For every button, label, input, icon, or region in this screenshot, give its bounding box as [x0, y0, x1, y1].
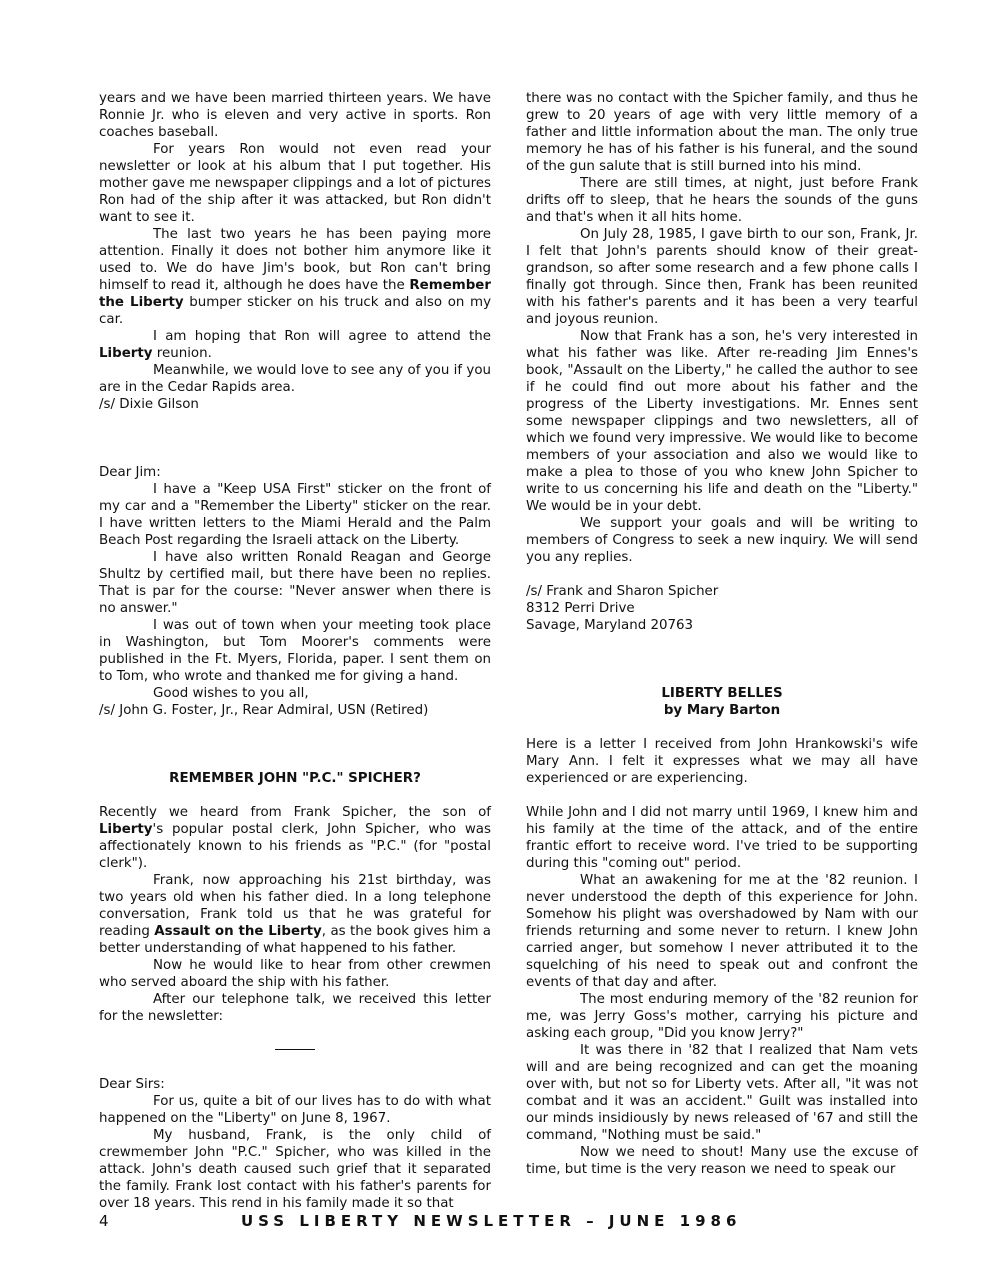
page-number: 4: [99, 1212, 109, 1230]
ship-name: Liberty: [99, 822, 153, 837]
signature: /s/ Frank and Sharon Spicher: [526, 584, 719, 599]
salutation: Dear Jim:: [99, 465, 161, 480]
paragraph: There are still times, at night, just before Frank drifts off to sleep, that he hears the sounds of the guns and that's when it all hits home.: [526, 176, 918, 225]
paragraph: The last two years he has been paying more attention. Finally it does not bother him anymore like it used to. We do have Jim's book, but Ron can't bring himself to read it, although he does have the Remember the Liberty bumper sticker on his truck and also on my car.: [99, 227, 491, 327]
book-title: Assault on the Liberty: [154, 924, 322, 939]
ship-name: Liberty: [99, 346, 153, 361]
address-line: 8312 Perri Drive: [526, 601, 635, 616]
paragraph: years and we have been married thirteen years. We have Ronnie Jr. who is eleven and very active in sports. Ron coaches baseball.: [99, 91, 491, 140]
paragraph: It was there in '82 that I realized that Nam vets will and are being recognized and can get the moaning over with, but not so for Liberty vets. After all, "it was not combat and it was an accident." Guilt was installed into our minds insidiously by news released of '67 and still the command, "Nothing must be said.": [526, 1043, 918, 1143]
newsletter-title: USS LIBERTY NEWSLETTER – JUNE 1986: [241, 1212, 742, 1230]
paragraph: For years Ron would not even read your newsletter or look at his album that I put together. His mother gave me newspaper clippings and a lot of pictures Ron had of the ship after it was attacked, but Ron didn't want to see it.: [99, 142, 491, 225]
signature: /s/ Dixie Gilson: [99, 397, 199, 412]
section-heading: LIBERTY BELLES: [661, 686, 783, 701]
paragraph: I am hoping that Ron will agree to attend the Liberty reunion.: [99, 329, 491, 361]
right-column: [526, 90, 918, 1178]
paragraph: Frank, now approaching his 21st birthday, was two years old when his father died. In a long telephone conversation, Frank told us that he was grateful for reading Assault on the Liberty, as the book gives him a better understanding of what happened to his father.: [99, 873, 492, 956]
paragraph: While John and I did not marry until 1969, I knew him and his family at the time of the attack, and of the entire frantic effort to receive word. I've tried to be supporting during this "coming out" period.: [526, 805, 918, 871]
byline: by Mary Barton: [663, 703, 781, 718]
paragraph: We support your goals and will be writing to members of Congress to seek a new inquiry. We will send you any replies.: [526, 516, 918, 565]
sticker-name: Remember the Liberty: [99, 278, 491, 310]
paragraph: Here is a letter I received from John Hrankowski's wife Mary Ann. I felt it expresses what we may all have experienced or are experiencing.: [526, 737, 918, 786]
paragraph: I have also written Ronald Reagan and George Shultz by certified mail, but there have been no replies. That is par for the course: "Never answer when there is no answer.": [99, 550, 491, 616]
section-heading: REMEMBER JOHN "P.C." SPICHER?: [169, 771, 421, 786]
paragraph: Now he would like to hear from other crewmen who served aboard the ship with his father.: [99, 958, 491, 990]
paragraph: there was no contact with the Spicher family, and thus he grew to 20 years of age with very little memory of a father and little information about the man. The only true memory he has of his father is his funeral, and the sound of the gun salute that is still burned into his mind.: [526, 91, 918, 174]
paragraph: Now that Frank has a son, he's very interested in what his father was like. After re-reading Jim Ennes's book, "Assault on the Liberty," he called the author to see if he could find out more about his father and the progress of the Liberty investigations. Mr. Ennes sent some newspaper clippings and two newsletters, all of which we found very impressive. We would like to become members of your association and also we would like to make a plea to those of you who knew John Spicher to write to us concerning his life and death on the "Liberty." We would be in your debt.: [526, 329, 918, 514]
paragraph: After our telephone talk, we received this letter for the newsletter:: [99, 992, 491, 1024]
paragraph: Recently we heard from Frank Spicher, the son of Liberty's popular postal clerk, John Spicher, who was affectionately known to his friends as "P.C." (for "postal clerk").: [99, 805, 491, 871]
left-column: [99, 90, 491, 1212]
paragraph: What an awakening for me at the '82 reunion. I never understood the depth of this experience for John. Somehow his plight was overshadowed by Nam with our friends returning and some never to return. I knew John carried anger, but somehow I never attributed it to the squelching of his need to speak out and confront the events of that day and after.: [526, 873, 918, 990]
salutation: Dear Sirs:: [99, 1077, 165, 1092]
paragraph: Meanwhile, we would love to see any of you if you are in the Cedar Rapids area.: [99, 363, 491, 395]
paragraph: Now we need to shout! Many use the excuse of time, but time is the very reason we need to speak our: [526, 1145, 918, 1177]
paragraph: I have a "Keep USA First" sticker on the front of my car and a "Remember the Liberty" sticker on the rear. I have written letters to the Miami Herald and the Palm Beach Post regarding the Israeli attack on the Liberty.: [99, 482, 491, 548]
paragraph: On July 28, 1985, I gave birth to our son, Frank, Jr. I felt that John's parents should know of their great-grandson, so after some research and a few phone calls I finally got through. Since then, Frank has been reunited with his father's parents and it has been a very tearful and joyous reunion.: [526, 227, 918, 327]
paragraph: I was out of town when your meeting took place in Washington, but Tom Moorer's comments were published in the Ft. Myers, Florida, paper. I sent them on to Tom, who wrote and thanked me for giving a hand.: [99, 618, 491, 684]
paragraph: My husband, Frank, is the only child of crewmember John "P.C." Spicher, who was killed in the attack. John's death caused such grief that it separated the family. Frank lost contact with his father's parents for over 18 years. This rend in his family made it so that: [99, 1128, 491, 1211]
address-line: Savage, Maryland 20763: [526, 618, 694, 633]
page-footer: [0, 1212, 1000, 1232]
paragraph: The most enduring memory of the '82 reunion for me, was Jerry Goss's mother, carrying his picture and asking each group, "Did you know Jerry?": [526, 992, 918, 1041]
paragraph: For us, quite a bit of our lives has to do with what happened on the "Liberty" on June 8, 1967.: [99, 1094, 491, 1126]
signature: /s/ John G. Foster, Jr., Rear Admiral, USN (Retired): [99, 703, 429, 718]
closing: Good wishes to you all,: [153, 686, 309, 701]
